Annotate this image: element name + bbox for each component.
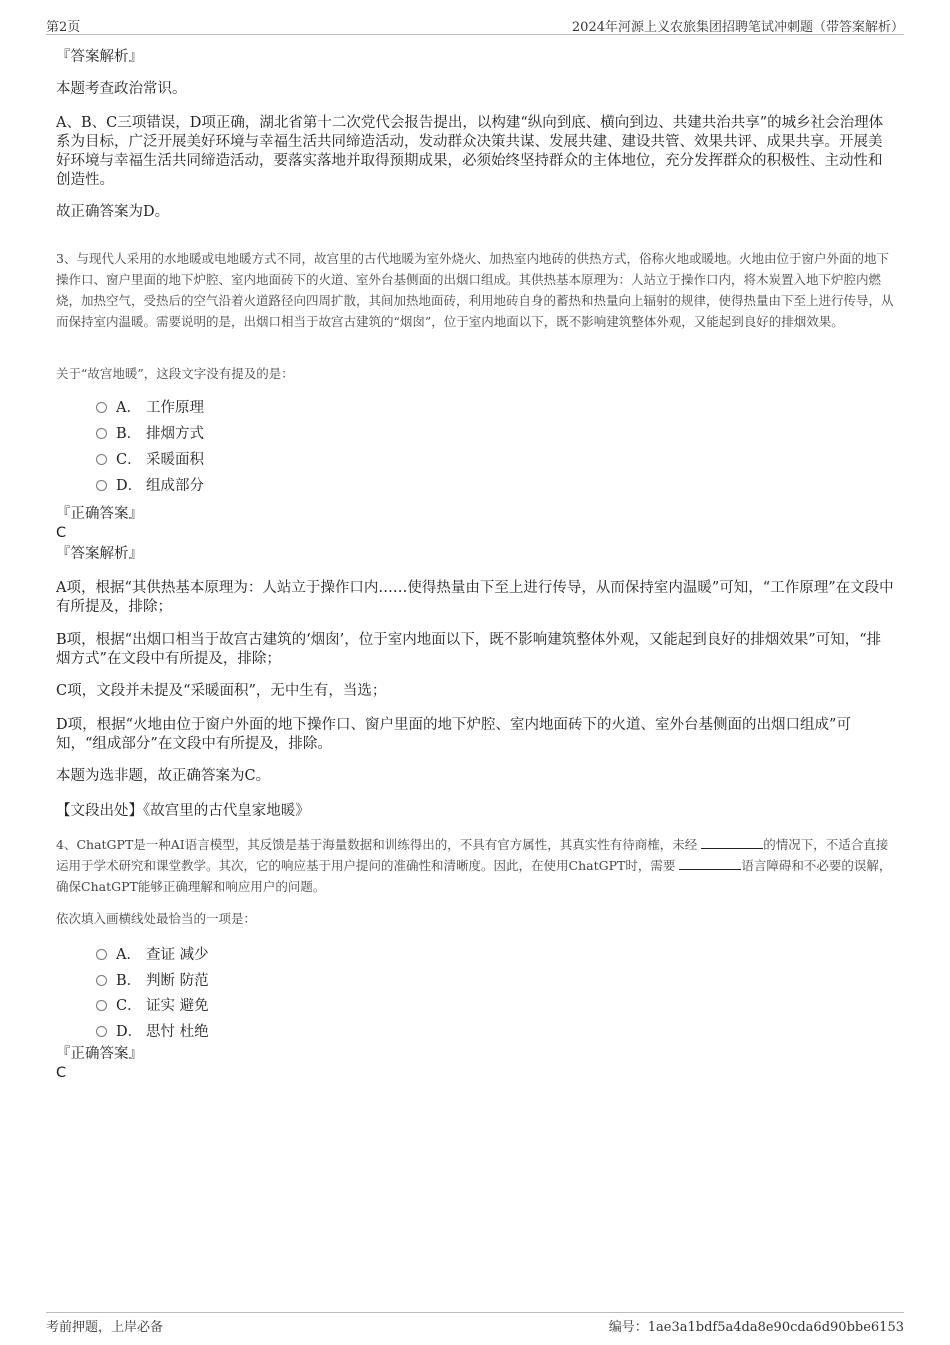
- q3-option-a[interactable]: A． 工作原理: [96, 398, 204, 418]
- q3-analysis-label: 『答案解析』: [56, 546, 143, 562]
- q3-analysis-conclusion: 本题为选非题，故正确答案为C。: [56, 768, 271, 784]
- fill-blank-2: [679, 856, 741, 870]
- q4-option-b[interactable]: B． 判断 防范: [96, 971, 209, 991]
- document-title: 2024年河源上义农旅集团招聘笔试冲刺题（带答案解析）: [571, 20, 904, 35]
- footer-slogan: 考前押题，上岸必备: [46, 1320, 164, 1335]
- document-code: 编号：1ae3a1bdf5a4da8e90cda6d90bbe6153: [608, 1320, 904, 1335]
- page-footer: [46, 1312, 904, 1336]
- q3-option-c[interactable]: C． 采暖面积: [96, 450, 204, 470]
- q4-question: 依次填入画横线处最恰当的一项是：: [56, 911, 257, 926]
- q2-analysis-p3: 故正确答案为D。: [56, 204, 170, 220]
- radio-icon[interactable]: [96, 480, 107, 491]
- q3-source: 【文段出处】《故宫里的古代皇家地暖》: [56, 803, 310, 819]
- radio-icon[interactable]: [96, 1000, 107, 1011]
- q4-answer-label: 『正确答案』: [56, 1046, 143, 1062]
- q3-question: 关于“故宫地暖”，这段文字没有提及的是：: [56, 366, 294, 381]
- radio-icon[interactable]: [96, 1026, 107, 1037]
- q3-option-b[interactable]: B． 排烟方式: [96, 424, 204, 444]
- radio-icon[interactable]: [96, 949, 107, 960]
- page-header: [46, 14, 904, 35]
- q2-analysis-label: 『答案解析』: [56, 49, 143, 65]
- q4-passage: 4、ChatGPT是一种AI语言模型，其反馈是基于海量数据和训练得出的，不具有官方属性，其真实性有待商榷，未经 的情况下，不适合直接运用于学术研究和课堂教学。其次，它的响应基于用户提问的准确性和清晰度。因此，在使用ChatGPT时，需要 语言障碍和不必要的误解，确保ChatGPT能够正确理解和响应用户的问题。: [56, 837, 892, 894]
- q3-analysis-d: D项，根据“火地由位于窗户外面的地下操作口、窗户里面的地下炉腔、室内地面砖下的火道、室外台基侧面的出烟口组成”可知，“组成部分”在文段中有所提及，排除。: [56, 717, 851, 752]
- q3-passage: 3、与现代人采用的水地暖或电地暖方式不同，故宫里的古代地暖为室外烧火、加热室内地砖的供热方式，俗称火地或暖地。火地由位于窗户外面的地下操作口、窗户里面的地下炉腔、室内地面砖下的火道、室外台基侧面的出烟口组成。其供热基本原理为：人站立于操作口内，将木炭置入地下炉腔内燃烧，加热空气，受热后的空气沿着火道路径向四周扩散，其间加热地面砖，利用地砖自身的蓄热和热量向上辐射的规律，使得热量由下至上进行传导，从而保持室内温暖。需要说明的是，出烟口相当于故宫古建筑的“烟囱”，位于室内地面以下，既不影响建筑整体外观，又能起到良好的排烟效果。: [56, 251, 894, 329]
- fill-blank-1: [701, 835, 763, 849]
- radio-icon[interactable]: [96, 975, 107, 986]
- q4-answer: C: [56, 1065, 67, 1081]
- q4-option-c[interactable]: C． 证实 避免: [96, 996, 209, 1016]
- radio-icon[interactable]: [96, 454, 107, 465]
- q3-option-d[interactable]: D． 组成部分: [96, 476, 204, 496]
- q2-analysis-p1: 本题考查政治常识。: [56, 81, 187, 97]
- q3-analysis-c: C项，文段并未提及“采暖面积”，无中生有，当选；: [56, 683, 387, 699]
- q3-analysis-b: B项，根据“出烟口相当于故宫古建筑的‘烟囱’，位于室内地面以下，既不影响建筑整体外观，又能起到良好的排烟效果”可知，“排烟方式”在文段中有所提及，排除；: [56, 632, 882, 667]
- radio-icon[interactable]: [96, 402, 107, 413]
- q3-answer: C: [56, 525, 67, 541]
- page-number: 第2页: [46, 20, 81, 35]
- q2-analysis-p2: A、B、C三项错误，D项正确，湖北省第十二次党代会报告提出，以构建“纵向到底、横向到边、共建共治共享”的城乡社会治理体系为目标，广泛开展美好环境与幸福生活共同缔造活动，发动群众决策共谋、发展共建、建设共管、效果共评、成果共享。开展美好环境与幸福生活共同缔造活动，要落实落地并取得预期成果，必须始终坚持群众的主体地位，充分发挥群众的积极性、主动性和创造性。: [56, 115, 884, 188]
- radio-icon[interactable]: [96, 428, 107, 439]
- q4-option-a[interactable]: A． 查证 减少: [96, 945, 209, 965]
- q4-option-d[interactable]: D． 思忖 杜绝: [96, 1022, 209, 1042]
- q3-analysis-a: A项，根据“其供热基本原理为：人站立于操作口内……使得热量由下至上进行传导，从而保持室内温暖”可知，“工作原理”在文段中有所提及，排除；: [56, 580, 894, 615]
- q3-answer-label: 『正确答案』: [56, 506, 143, 522]
